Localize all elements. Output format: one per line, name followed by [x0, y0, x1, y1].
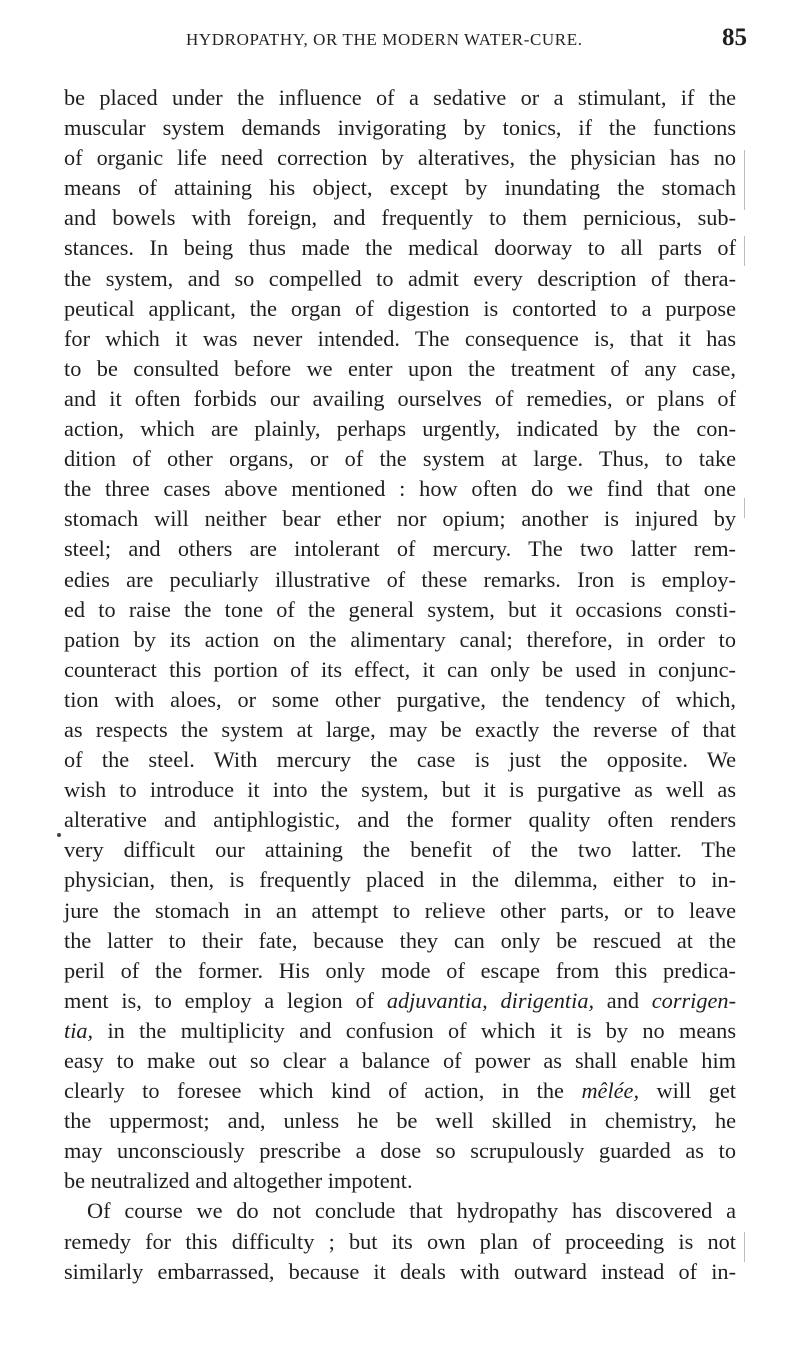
margin-bleed-mark — [744, 236, 755, 266]
paragraph-start-line: Of course we do not conclude that hydropathy has discovered a — [87, 1198, 736, 1224]
text-line: may unconsciously prescribe a dose so scrupulously guarded as to — [64, 1138, 736, 1164]
text-segment: and — [594, 987, 652, 1013]
text-line: alterative and antiphlogistic, and the former quality often renders — [64, 807, 736, 833]
text-line: very difficult our attaining the benefit of the two latter. The — [64, 837, 736, 863]
margin-bleed-mark — [744, 1232, 755, 1262]
text-line: to be consulted before we enter upon the treatment of any case, — [64, 355, 736, 381]
italic-term: corrigen- — [651, 987, 736, 1013]
text-line: wish to introduce it into the system, but it is purgative as well as — [64, 777, 736, 803]
text-line: means of attaining his object, except by inundating the stomach — [64, 175, 736, 201]
italic-term: adjuvantia, dirigentia, — [386, 987, 595, 1013]
text-line: steel; and others are intolerant of mercury. The two latter rem- — [64, 536, 736, 562]
text-line: the three cases above mentioned : how often do we find that one — [64, 476, 736, 502]
text-segment: clearly to foresee which kind of action, in the — [64, 1078, 582, 1104]
text-line: counteract this portion of its effect, it can only be used in conjunc- — [64, 656, 736, 682]
italic-term: tia, — [64, 1017, 94, 1043]
body-text — [64, 83, 736, 1287]
text-segment: in the multiplicity and confusion of which it is by no means — [93, 1017, 736, 1043]
margin-bleed-mark — [744, 150, 755, 210]
text-line: for which it was never intended. The consequence is, that it has — [64, 325, 736, 351]
text-line: muscular system demands invigorating by tonics, if the functions — [64, 115, 736, 141]
text-line: the uppermost; and, unless he be well skilled in chemistry, he — [64, 1108, 736, 1134]
paragraph-end-line: be neutralized and altogether impotent. — [64, 1168, 413, 1194]
text-line: ed to raise the tone of the general system, but it occasions consti- — [64, 596, 736, 622]
text-line: of organic life need correction by alteratives, the physician has no — [64, 145, 736, 171]
text-line-with-italics — [64, 1016, 736, 1046]
text-line: easy to make out so clear a balance of power as shall enable him — [64, 1048, 736, 1073]
text-line: action, which are plainly, perhaps urgently, indicated by the con- — [64, 416, 736, 442]
text-line-with-italics — [64, 986, 736, 1016]
text-line: of the steel. With mercury the case is just the opposite. We — [64, 747, 736, 773]
text-line: stances. In being thus made the medical doorway to all parts of — [64, 235, 736, 261]
italic-term: mêlée, — [581, 1078, 640, 1104]
text-line: similarly embarrassed, because it deals with outward instead of in- — [64, 1258, 736, 1284]
text-line: remedy for this difficulty ; but its own plan of proceeding is not — [64, 1228, 736, 1254]
text-line-with-italics — [64, 1076, 736, 1106]
text-line: stomach will neither bear ether nor opium; another is injured by — [64, 506, 736, 532]
text-line: dition of other organs, or of the system at large. Thus, to take — [64, 446, 736, 472]
text-line: pation by its action on the alimentary canal; therefore, in order to — [64, 626, 736, 652]
text-segment: ment is, to employ a legion of — [64, 987, 387, 1013]
text-line: physician, then, is frequently placed in the dilemma, either to in- — [64, 867, 736, 893]
text-line: peutical applicant, the organ of digestion is contorted to a purpose — [64, 295, 736, 321]
text-line: jure the stomach in an attempt to relieve other parts, or to leave — [64, 897, 736, 923]
text-line: and it often forbids our availing ourselves of remedies, or plans of — [64, 385, 736, 411]
running-head-title: HYDROPATHY, OR THE MODERN WATER-CURE. — [186, 30, 583, 49]
text-line: edies are peculiarly illustrative of these remarks. Iron is employ- — [64, 566, 736, 592]
text-line: as respects the system at large, may be exactly the reverse of that — [64, 716, 736, 742]
text-line: peril of the former. His only mode of escape from this predica- — [64, 957, 736, 983]
text-line: tion with aloes, or some other purgative, the tendency of which, — [64, 686, 736, 712]
page-number: 85 — [722, 24, 747, 51]
text-line: the system, and so compelled to admit every description of thera- — [64, 265, 736, 291]
text-line: and bowels with foreign, and frequently to them pernicious, sub- — [64, 205, 736, 231]
text-line: be placed under the influence of a sedative or a stimulant, if the — [64, 85, 736, 110]
stray-print-dot — [57, 833, 61, 837]
text-line: the latter to their fate, because they can only be rescued at the — [64, 927, 736, 953]
margin-bleed-mark — [744, 498, 755, 518]
text-segment: will get — [639, 1078, 736, 1104]
